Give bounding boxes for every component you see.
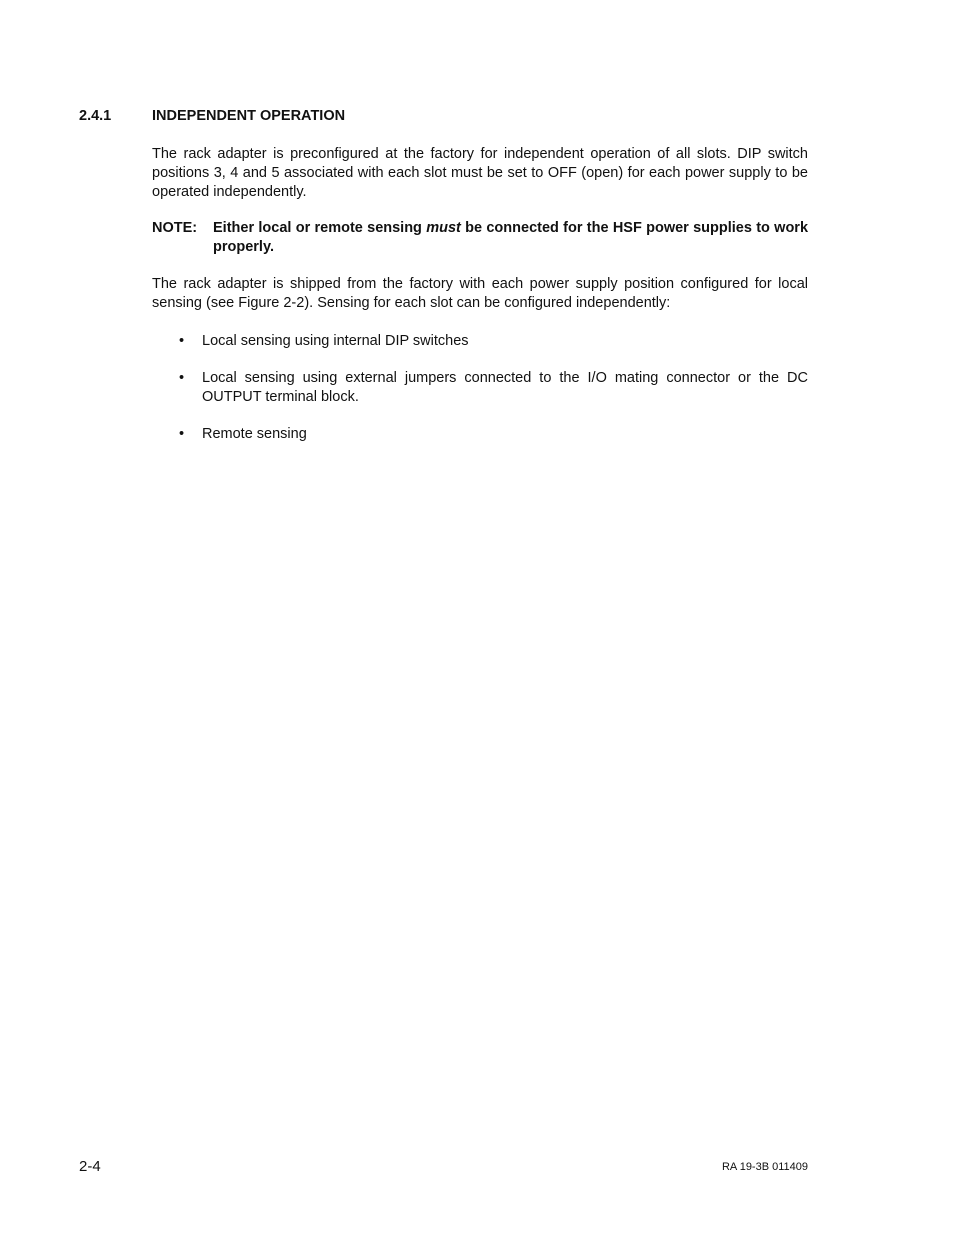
list-item — [152, 369, 808, 407]
list-item-text: Local sensing using external jumpers connected to the I/O mating connector or the DC OUTPUT terminal block. — [202, 370, 808, 405]
bullet-icon: • — [179, 426, 185, 442]
sensing-options-list — [152, 332, 808, 462]
section-title: INDEPENDENT OPERATION — [152, 108, 346, 124]
sensing-paragraph: The rack adapter is shipped from the factory with each power supply position configured for local sensing (see Figure 2-2). Sensing for each slot can be configured independently: — [152, 276, 808, 311]
intro-paragraph: The rack adapter is preconfigured at the factory for independent operation of all slots. DIP switch positions 3, 4 and 5 associated with each slot must be set to OFF (open) for each power supply to be operated independently. — [152, 146, 808, 200]
note-block — [152, 219, 808, 257]
list-item — [152, 332, 808, 351]
page-number: 2-4 — [79, 1158, 101, 1175]
note-text-after: be connected for the HSF power supplies to work properly. — [213, 220, 809, 255]
list-item — [152, 425, 808, 444]
document-id: RA 19-3B 011409 — [721, 1161, 808, 1173]
note-text-before: Either local or remote sensing — [213, 220, 427, 236]
list-item-text: Remote sensing — [202, 426, 307, 442]
list-item-text: Local sensing using internal DIP switches — [202, 333, 469, 349]
note-emphasis: must — [426, 220, 461, 236]
note-label: NOTE: — [152, 220, 198, 236]
bullet-icon: • — [179, 370, 185, 386]
bullet-icon: • — [179, 333, 185, 349]
section-heading — [79, 107, 345, 126]
section-number: 2.4.1 — [79, 108, 112, 124]
note-text — [213, 219, 808, 257]
